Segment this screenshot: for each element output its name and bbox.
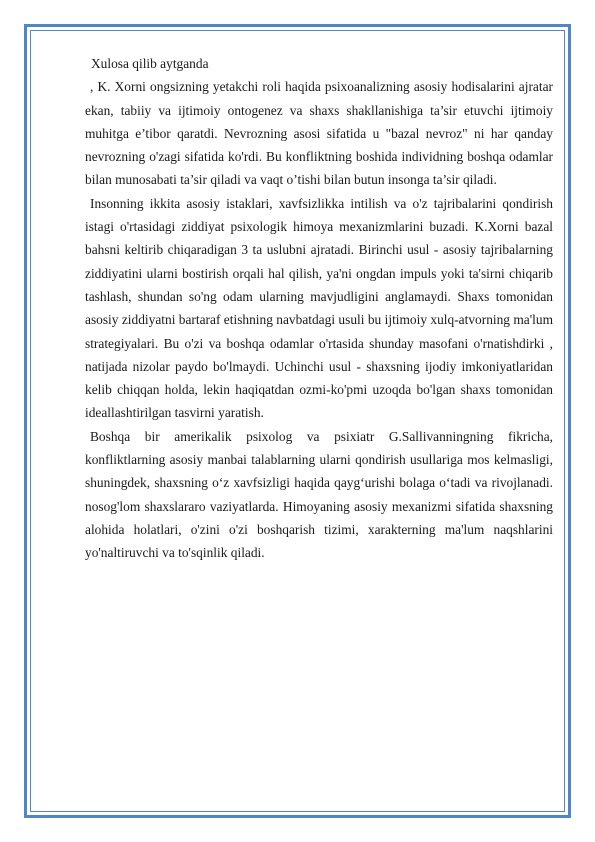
document-body	[85, 52, 553, 565]
paragraph-1: , K. Xorni ongsizning yetakchi roli haqida psixoanalizning asosiy hodisalarini ajratar ekan, tabiiy va ijtimoiy ontogenez va shaxs shakllanishiga ta’sir etuvchi ijtimoiy muhitga e’tibor qaratdi. Nevrozning asosi sifatida u "bazal nevroz" ni har qanday nevrozning o'zagi sifatida ko'rdi. Bu konfliktning boshida individning boshqa odamlar bilan munosabati ta’sir qiladi va vaqt o’tishi bilan butun insonga ta’sir qiladi.	[85, 79, 553, 188]
paragraph-2: Insonning ikkita asosiy istaklari, xavfsizlikka intilish va o'z tajribalarini qondirish istagi o'rtasidagi ziddiyat psixologik himoya mexanizmlarini buzadi. K.Xorni bazal bahsni keltirib chiqaradigan 3 ta uslubni ajratadi. Birinchi usul - asosiy tajribalarning ziddiyatini ularni bostirish orqali hal qilish, ya'ni ongdan impuls yoki ta'sirni chiqarib tashlash, shundan so'ng odam ularning mavjudligini anglamaydi. Shaxs tomonidan asosiy ziddiyatni bartaraf etishning navbatdagi usuli bu ijtimoiy xulq-atvorning ma'lum strategiyalari. Bu o'zi va boshqa odamlar o'rtasida shunday masofani o'rnatishdirki , natijada nizolar paydo bo'lmaydi. Uchinchi usul - shaxsning ijodiy imkoniyatlaridan kelib chiqqan holda, lekin haqiqatdan ozmi-ko'pmi uzoqda bo'lgan shaxs tomonidan ideallashtirilgan tasvirni yaratish.	[85, 195, 553, 421]
section-heading: Xulosa qilib aytganda	[91, 56, 209, 71]
paragraph-3: Boshqa bir amerikalik psixolog va psixiatr G.Sallivanningning fikricha, konfliktlarning asosiy manbai talablarning ularni qondirish usullariga mos kelmasligi, shuningdek, shaxsning o‘z xavfsizligi haqida qayg‘urishi bolaga o‘tadi va rivojlanadi. nosog'lom shaxslararo vaziyatlarda. Himoyaning asosiy mexanizmi sifatida shaxsning alohida holatlari, o'zini o'zi boshqarish tizimi, xarakterning ma'lum naqshlarini yo'naltiruvchi va to'sqinlik qiladi.	[85, 428, 553, 561]
